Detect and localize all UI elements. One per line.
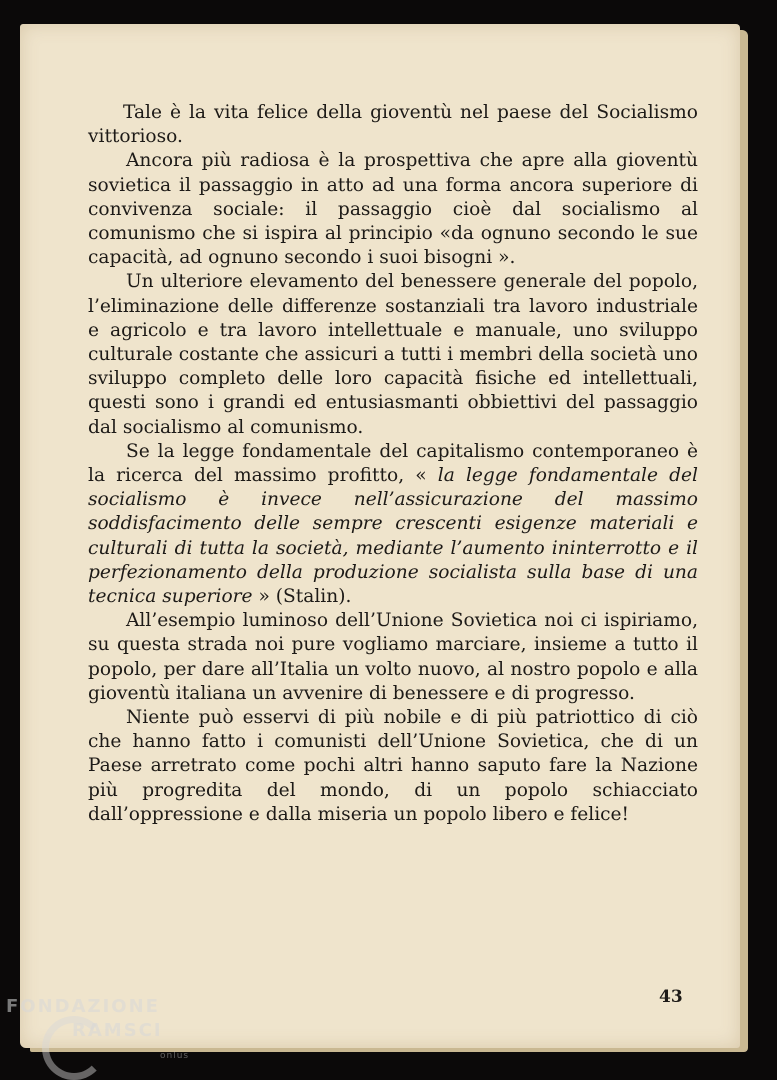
page-number: 43 bbox=[659, 987, 683, 1007]
stalin-quote: la legge fondamentale del socialismo è invece nell’assicurazione del massimo soddisfacimento delle sempre crescenti esigenze materiali e culturali di tutta la società, mediante l’aumento ininterrotto e il perfezionamento della produzione socialista sulla base di una tecnica superiore bbox=[88, 465, 698, 608]
paragraph-5 bbox=[88, 609, 698, 706]
watermark-line-1: FONDAZIONE bbox=[6, 996, 160, 1017]
paragraph-5-text: All’esempio luminoso dell’Unione Sovietica noi ci ispiriamo, su questa strada noi pure vogliamo marciare, insieme a tutto il popolo, per dare all’Italia un volto nuovo, al nostro popolo e alla gioventù italiana un avvenire di benessere e di progresso. bbox=[88, 610, 698, 704]
paragraph-1-text: Tale è la vita felice della gioventù nel paese del Socialismo vittorioso. bbox=[88, 102, 698, 148]
paragraph-6-text: Niente può esservi di più nobile e di più patriottico di ciò che hanno fatto i comunisti dell’Unione Sovietica, che di un Paese arretrato come pochi altri hanno saputo fare la Nazione più progredita del mondo, di un popolo schiacciato dall’oppressione e dalla miseria un popolo libero e felice! bbox=[88, 707, 698, 825]
paragraph-3-text: Un ulteriore elevamento del benessere generale del popolo, l’eliminazione delle differenze sostanziali tra lavoro industriale e agricolo e tra lavoro intellettuale e manuale, uno sviluppo culturale costante che assicuri a tutti i membri della società uno sviluppo completo delle loro capacità fisiche ed intellettuali, questi sono i grandi ed entusiasmanti obbiettivi del passaggio dal socialismo al comunismo. bbox=[88, 271, 698, 438]
paragraph-1 bbox=[88, 101, 698, 149]
paragraph-6 bbox=[88, 706, 698, 827]
body-text bbox=[88, 101, 698, 827]
book-page bbox=[20, 24, 740, 1048]
paragraph-4 bbox=[88, 440, 698, 609]
quote-attribution: » (Stalin). bbox=[252, 586, 352, 608]
paragraph-4-text: Se la legge fondamentale del capitalismo contemporaneo è la ricerca del massimo profitto, « bbox=[88, 440, 698, 487]
paragraph-2-text: Ancora più radiosa è la prospettiva che apre alla gioventù sovietica il passaggio in atto ad una forma ancora superiore di convivenza sociale: il passaggio cioè dal socialismo al comunismo che si ispira al principio «da ognuno secondo le sue capacità, ad ognuno secondo i suoi bisogni ». bbox=[88, 150, 698, 269]
paragraph-2 bbox=[88, 149, 698, 270]
archive-watermark bbox=[6, 996, 196, 1076]
watermark-line-2: RAMSCI bbox=[72, 1020, 163, 1041]
paragraph-3 bbox=[88, 270, 698, 439]
watermark-line-3: onlus bbox=[160, 1051, 190, 1061]
